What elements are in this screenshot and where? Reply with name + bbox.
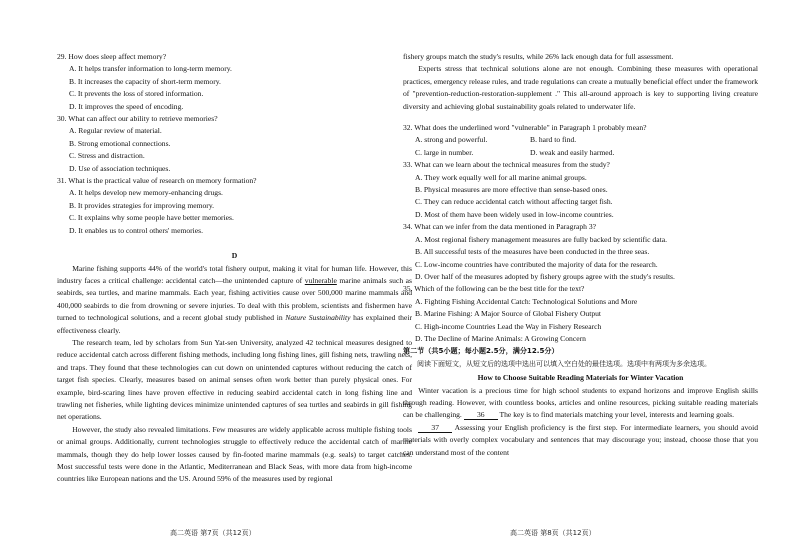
- option: D. weak and easily harmed.: [530, 147, 615, 157]
- option: D. It enables us to control others' memories.: [69, 225, 204, 235]
- option: A. Regular review of material.: [69, 126, 162, 136]
- option: A. Most regional fishery management measures are fully backed by scientific data.: [415, 234, 667, 244]
- question-stem: 34. What can we infer from the data mentioned in Paragraph 3?: [403, 222, 597, 232]
- question-stem: 32. What does the underlined word "vulnerable" in Paragraph 1 probably mean?: [403, 123, 647, 133]
- left-page-column: [57, 51, 412, 486]
- option: C. They can reduce accidental catch without affecting target fish.: [415, 197, 613, 207]
- page-footer-left: 高二英语 第7页（共12页）: [170, 529, 256, 537]
- option: A. strong and powerful.: [415, 135, 488, 145]
- question-31: [57, 175, 412, 237]
- article-paragraph-1: [403, 385, 758, 422]
- option: B. It provides strategies for improving memory.: [69, 200, 215, 210]
- section-instruction: 阅读下面短文，从短文后的选项中选出可以填入空白处的最佳选项。选项中有两项为多余选项。: [417, 359, 711, 368]
- option: B. It increases the capacity of short-term memory.: [69, 76, 221, 86]
- option: D. Use of association techniques.: [69, 163, 171, 173]
- question-stem: 35. Which of the following can be the best title for the text?: [403, 284, 585, 294]
- text: has explained their effectiveness clearly.: [57, 313, 412, 335]
- option: D. The Decline of Marine Animals: A Growing Concern: [415, 333, 586, 343]
- passage-heading: D: [231, 251, 238, 261]
- option: C. Stress and distraction.: [69, 151, 145, 161]
- text: marine animals such as seabirds, sea turtles, and marine mammals. Each year, fishing activities cause over 500,000 marine mammals and 400,000 seabirds to die from drowning or severe injuries. To deal with this problem, scientists and fishermen have turned to technological solutions, and a recent global study published in: [57, 275, 412, 323]
- option: C. It prevents the loss of stored information.: [69, 89, 204, 99]
- passage-paragraph-2: The research team, led by scholars from Sun Yat-sen University, analyzed 42 technical measures designed to reduce accidental catch across different fishing methods, including long fishing lines, gill fishing nets, trawling nets, and traps. They found that these technologies can cut down on unintended captures without reducing the catch of target fish species. Clearly, measures based on animal senses often work better than purely physical ones. For example, bird-scaring lines have proven effective in reducing seabird accidental catch in long fishing line and trawling net fisheries, while lighting devices minimize unintended captures of sea turtles and seabirds in gill fishing net operations.: [57, 337, 412, 422]
- option: A. It helps transfer information to long-term memory.: [69, 64, 232, 74]
- section-heading: 第二节（共5小题；每小题2.5分，满分12.5分）: [403, 346, 559, 356]
- right-page-column: [403, 51, 758, 459]
- option: D. It improves the speed of encoding.: [69, 101, 184, 111]
- question-30: [57, 113, 412, 175]
- blank-37: 37: [418, 423, 452, 433]
- option: B. Strong emotional connections.: [69, 138, 171, 148]
- option: C. Low-income countries have contributed the majority of data for the research.: [415, 259, 658, 269]
- question-35: [403, 283, 758, 345]
- option-row: [403, 147, 758, 159]
- question-stem: 29. How does sleep affect memory?: [57, 52, 167, 61]
- question-stem: 31. What is the practical value of research on memory formation?: [57, 176, 257, 186]
- question-stem: 30. What can affect our ability to retrieve memories?: [57, 114, 218, 124]
- journal-name: Nature Sustainability: [285, 313, 351, 323]
- question-stem: 33. What can we learn about the technical measures from the study?: [403, 160, 610, 170]
- option: B. Marine Fishing: A Major Source of Global Fishery Output: [415, 309, 602, 319]
- question-34: [403, 221, 758, 283]
- page-footer-right: 高二英语 第8页（共12页）: [510, 529, 596, 537]
- blank-36: 36: [464, 410, 498, 420]
- passage-paragraph-3-continued: fishery groups match the study's results, while 26% lack enough data for full assessment.: [403, 52, 674, 61]
- text: Assessing your English proficiency is the first step. For intermediate learners, you should avoid materials with overly complex vocabulary and sentences that may discourage you; instead, choose those that you can understand most of the content: [403, 422, 758, 457]
- option: C. It explains why some people have better memories.: [69, 213, 234, 223]
- article-title: How to Choose Suitable Reading Materials for Winter Vacation: [477, 373, 684, 383]
- text: The key is to find materials matching your level, interests and learning goals.: [497, 410, 734, 420]
- option-row: [403, 134, 758, 146]
- passage-paragraph-3: However, the study also revealed limitations. Few measures are widely applicable across multiple fishing tools or animal groups. Additionally, current technologies struggle to effectively reduce the accidental catch of marine mammals, though they do help lower losses caused by fin-footed marine mammals (e.g. seals) to target catches. Most successful tests were done in the Atlantic, Mediterranean and Black Seas, with more data from high-income countries like European nations and the US. Around 59% of the measures used by regional: [57, 424, 412, 484]
- option: D. Over half of the measures adopted by fishery groups agree with the study's results.: [415, 271, 675, 281]
- question-33: [403, 159, 758, 221]
- text: Marine fishing supports 44% of the world's total fishery output, making it vital for human life. However, this industry faces a critical challenge: accidental catch—the unintended capture of: [57, 263, 412, 285]
- option: B. Physical measures are more effective than sense-based ones.: [415, 185, 608, 195]
- text: Winter vacation is a precious time for high school students to expand horizons and improve English skills through reading. However, with countless books, articles and online resources, picking suitable reading materials can be challenging.: [403, 385, 758, 420]
- article-paragraph-2: [403, 422, 758, 459]
- passage-paragraph-1: [57, 263, 412, 337]
- option: A. They work equally well for all marine animal groups.: [415, 172, 587, 182]
- option: A. Fighting Fishing Accidental Catch: Technological Solutions and More: [415, 296, 638, 306]
- passage-paragraph-4: Experts stress that technical solutions alone are not enough. Combining these measures with operational practices, emergency release rules, and trade regulations can create a mutually beneficial effect under the framework of "prevention-reduction-restoration-supplement ." This all-around approach is key to supporting living creature diversity and achieving global sustainability goals related to underwater life.: [403, 64, 758, 111]
- option: B. All successful tests of the measures have been conducted in the three seas.: [415, 247, 650, 257]
- question-29: [57, 51, 412, 113]
- option: C. large in number.: [415, 147, 474, 157]
- option: B. hard to find.: [530, 135, 577, 145]
- option: D. Most of them have been widely used in low-income countries.: [415, 209, 614, 219]
- underlined-word: vulnerable: [304, 275, 337, 285]
- question-32: [403, 122, 758, 159]
- option: A. It helps develop new memory-enhancing drugs.: [69, 188, 223, 198]
- option: C. High-income Countries Lead the Way in Fishery Research: [415, 321, 602, 331]
